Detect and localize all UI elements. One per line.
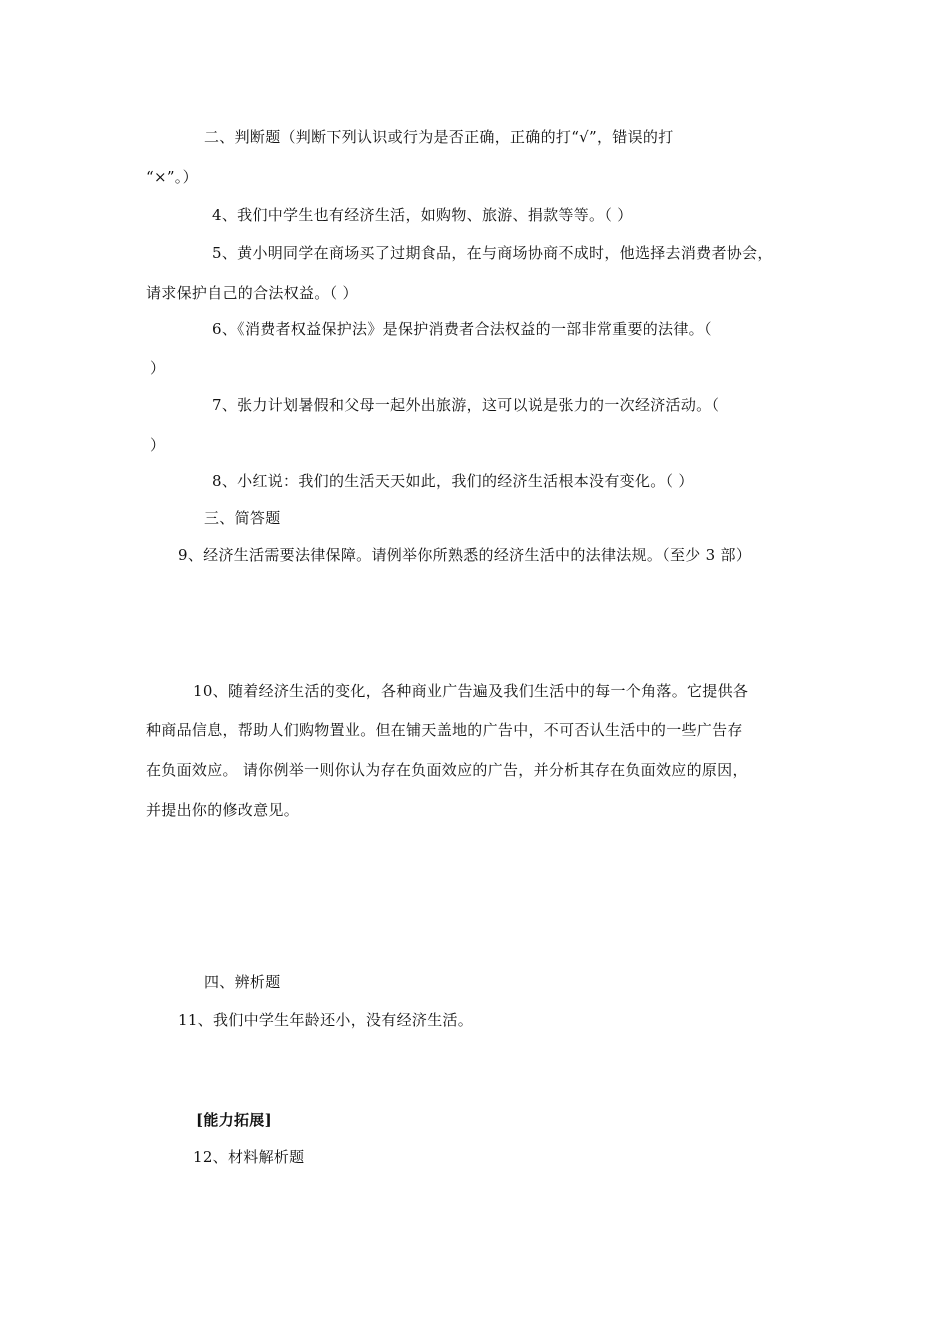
question-10-line-3: 在负面效应。 请你例举一则你认为存在负面效应的广告，并分析其存在负面效应的原因， [146,761,748,779]
question-10: 10、随着经济生活的变化，各种商业广告遍及我们生活中的每一个角落。它提供各 [193,682,749,700]
question-9: 9、经济生活需要法律保障。请例举你所熟悉的经济生活中的法律法规。（至少 3 部） [178,546,752,564]
question-5: 5、黄小明同学在商场买了过期食品，在与商场协商不成时，他选择去消费者协会， [212,244,773,262]
section-4-heading: 四、辨析题 [204,973,281,991]
section-2-heading-continued: “×”。） [146,168,198,186]
section-3-heading: 三、简答题 [204,509,281,527]
question-7-continued: ） [150,436,166,454]
question-4: 4、我们中学生也有经济生活，如购物、旅游、捐款等等。（ ） [212,206,633,224]
extension-heading: [能力拓展] [196,1111,272,1129]
question-5-continued: 请求保护自己的合法权益。（ ） [146,284,358,302]
question-10-line-2: 种商品信息，帮助人们购物置业。但在铺天盖地的广告中，不可否认生活中的一些广告存 [146,721,743,739]
question-12: 12、材料解析题 [193,1148,305,1166]
question-10-line-4: 并提出你的修改意见。 [146,801,300,819]
question-8: 8、小红说：我们的生活天天如此，我们的经济生活根本没有变化。（ ） [212,472,694,490]
question-11: 11、我们中学生年龄还小，没有经济生活。 [178,1011,474,1029]
question-6: 6、《消费者权益保护法》是保护消费者合法权益的一部非常重要的法律。（ [212,320,712,338]
section-2-heading: 二、判断题（判断下列认识或行为是否正确，正确的打“√”，错误的打 [204,128,674,146]
question-7: 7、张力计划暑假和父母一起外出旅游，这可以说是张力的一次经济活动。（ [212,396,720,414]
question-6-continued: ） [150,359,166,377]
